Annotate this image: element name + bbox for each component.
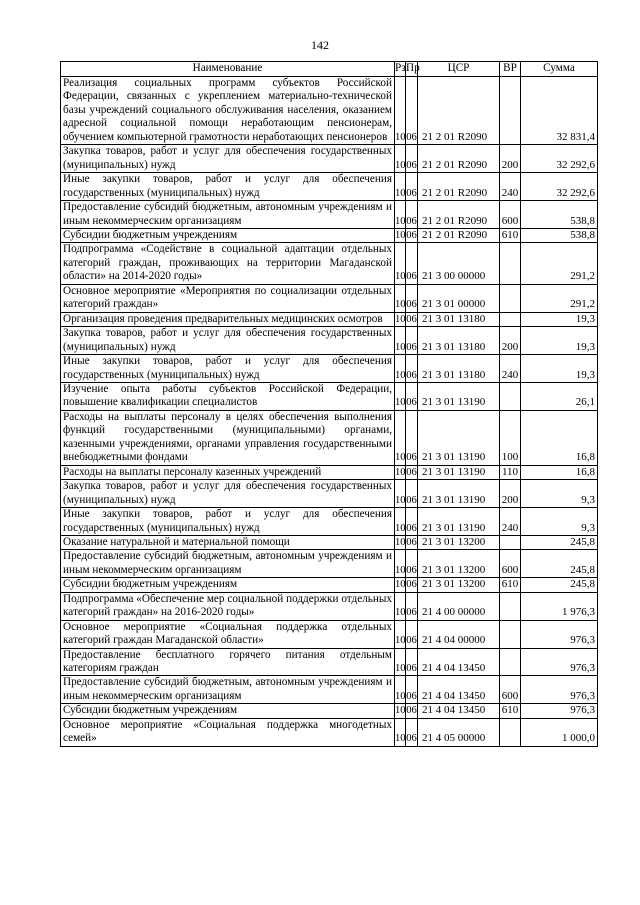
row-vr: 240 [500,355,521,383]
row-name: Расходы на выплаты персоналу в целях обеспечения выполнения функций государственными (муниципальными) органами, казенными учреждениями, органами управления государственными внебюджетными фондами [61,410,395,465]
row-name: Предоставление субсидий бюджетным, автономным учреждениям и иным некоммерческим организациям [61,201,395,229]
row-sum: 538,8 [521,201,598,229]
table-row [61,508,598,536]
row-vr: 610 [500,228,521,242]
row-rz: 10 [395,173,406,201]
row-pr: 06 [406,592,418,620]
table-row [61,620,598,648]
table-row [61,327,598,355]
row-sum: 32 831,4 [521,77,598,145]
table-body [61,77,598,747]
row-vr: 600 [500,676,521,704]
row-name: Иные закупки товаров, работ и услуг для обеспечения государственных (муниципальных) нужд [61,508,395,536]
row-pr: 06 [406,410,418,465]
table-row [61,648,598,676]
row-vr [500,535,521,549]
row-pr: 06 [406,508,418,536]
table-row [61,535,598,549]
row-sum: 19,3 [521,355,598,383]
row-csr: 21 4 04 13450 [418,648,500,676]
row-sum: 16,8 [521,465,598,479]
row-csr: 21 3 01 13180 [418,355,500,383]
table-row [61,676,598,704]
row-pr: 06 [406,229,417,241]
row-pr: 06 [406,466,417,478]
row-rz: 10 [395,550,406,578]
column-header-pr: Пр [406,62,418,77]
row-name: Субсидии бюджетным учреждениям [61,704,395,718]
row-sum: 538,8 [521,228,598,242]
column-header-sum: Сумма [521,62,598,77]
row-csr: 21 4 05 00000 [418,718,500,746]
table-row [61,578,598,592]
column-header-rz: Рз [395,62,406,77]
row-pr: 06 [406,243,418,284]
row-csr: 21 2 01 R2090 [418,77,500,145]
table-row [61,718,598,746]
row-rz: 10 [395,648,406,676]
row-sum: 976,3 [521,704,598,718]
row-vr: 110 [500,465,521,479]
row-sum: 1 000,0 [521,718,598,746]
row-rz: 10 [395,480,406,508]
row-pr: 06 [406,284,418,312]
row-sum: 19,3 [521,312,598,326]
row-rz: 10 [395,536,406,548]
table-row [61,355,598,383]
row-csr: 21 3 01 00000 [418,284,500,312]
table-row [61,704,598,718]
row-name: Расходы на выплаты персоналу казенных учреждений [61,465,395,479]
table-row [61,465,598,479]
row-name: Закупка товаров, работ и услуг для обеспечения государственных (муниципальных) нужд [61,480,395,508]
table-row [61,243,598,284]
row-pr: 06 [406,536,417,548]
row-sum: 245,8 [521,550,598,578]
row-rz: 10 [395,676,406,704]
row-name: Предоставление субсидий бюджетным, автономным учреждениям и иным некоммерческим организациям [61,550,395,578]
row-name: Иные закупки товаров, работ и услуг для обеспечения государственных (муниципальных) нужд [61,173,395,201]
row-name: Изучение опыта работы субъектов Российской Федерации, повышение квалификации специалистов [61,382,395,410]
row-pr: 06 [406,705,417,717]
row-sum: 245,8 [521,578,598,592]
row-sum: 9,3 [521,480,598,508]
row-csr: 21 3 01 13200 [418,535,500,549]
row-pr: 06 [406,480,418,508]
row-pr: 06 [406,550,418,578]
row-sum: 291,2 [521,284,598,312]
row-vr: 100 [500,410,521,465]
row-rz: 10 [395,201,406,229]
row-rz: 10 [395,718,406,746]
row-vr [500,718,521,746]
row-sum: 19,3 [521,327,598,355]
row-vr [500,77,521,145]
row-name: Оказание натуральной и материальной помощи [61,535,395,549]
column-header-name: Наименование [61,62,395,77]
row-sum: 976,3 [521,648,598,676]
page-number: 142 [311,38,329,52]
row-sum: 32 292,6 [521,145,598,173]
column-header-csr: ЦСР [418,62,500,77]
row-sum: 26,1 [521,382,598,410]
row-csr: 21 4 04 13450 [418,676,500,704]
row-vr: 610 [500,578,521,592]
row-vr: 610 [500,704,521,718]
row-name: Предоставление бесплатного горячего питания отдельным категориям граждан [61,648,395,676]
row-vr [500,243,521,284]
row-csr: 21 3 01 13190 [418,480,500,508]
row-name: Закупка товаров, работ и услуг для обеспечения государственных (муниципальных) нужд [61,145,395,173]
row-name: Основное мероприятие «Социальная поддержка отдельных категорий граждан Магаданской области» [61,620,395,648]
row-rz: 10 [395,592,406,620]
row-csr: 21 3 01 13190 [418,465,500,479]
row-pr: 06 [406,145,418,173]
row-name: Подпрограмма «Содействие в социальной адаптации отдельных категорий граждан, проживающих на территории Магаданской области» на 2014-2020 годы» [61,243,395,284]
row-sum: 291,2 [521,243,598,284]
table-row [61,312,598,326]
budget-table [60,61,598,747]
row-vr: 200 [500,480,521,508]
row-vr: 200 [500,327,521,355]
table-row [61,382,598,410]
row-pr: 06 [406,579,417,591]
table-row [61,284,598,312]
row-csr: 21 3 01 13190 [418,382,500,410]
row-rz: 10 [395,327,406,355]
row-vr: 600 [500,201,521,229]
row-pr: 06 [406,313,417,325]
table-row [61,201,598,229]
row-name: Организация проведения предварительных медицинских осмотров [61,312,395,326]
row-vr: 200 [500,145,521,173]
row-rz: 10 [395,705,406,717]
row-csr: 21 4 04 00000 [418,620,500,648]
row-pr: 06 [406,382,418,410]
row-name: Иные закупки товаров, работ и услуг для обеспечения государственных (муниципальных) нужд [61,355,395,383]
row-pr: 06 [406,173,418,201]
row-csr: 21 3 01 13180 [418,312,500,326]
table-row [61,77,598,145]
row-name: Подпрограмма «Обеспечение мер социальной поддержки отдельных категорий граждан» на 2016-2020 годы» [61,592,395,620]
row-vr [500,284,521,312]
row-sum: 976,3 [521,676,598,704]
row-pr: 06 [406,201,418,229]
row-vr [500,592,521,620]
row-sum: 1 976,3 [521,592,598,620]
table-row [61,480,598,508]
row-vr [500,648,521,676]
row-vr: 240 [500,508,521,536]
row-pr: 06 [406,718,418,746]
row-pr: 06 [406,676,418,704]
row-name: Реализация социальных программ субъектов Российской Федерации, связанных с укреплением материально-технической базы учреждений социального обслуживания населения, оказанием адресной социальной помощи неработающим пенсионерам, обучением компьютерной грамотности неработающих пенсионеров [61,77,395,145]
row-rz: 10 [395,508,406,536]
table-row [61,228,598,242]
row-rz: 10 [395,77,406,145]
row-rz: 10 [395,620,406,648]
row-vr [500,382,521,410]
row-vr: 240 [500,173,521,201]
table-row [61,173,598,201]
row-pr: 06 [406,327,418,355]
row-csr: 21 4 00 00000 [418,592,500,620]
row-sum: 245,8 [521,535,598,549]
row-rz: 10 [395,284,406,312]
row-rz: 10 [395,466,406,478]
row-sum: 976,3 [521,620,598,648]
row-sum: 9,3 [521,508,598,536]
row-csr: 21 3 00 00000 [418,243,500,284]
row-csr: 21 3 01 13180 [418,327,500,355]
row-csr: 21 2 01 R2090 [418,145,500,173]
row-csr: 21 2 01 R2090 [418,201,500,229]
table-row [61,410,598,465]
row-rz: 10 [395,145,406,173]
row-pr: 06 [406,355,418,383]
row-vr: 600 [500,550,521,578]
row-name: Закупка товаров, работ и услуг для обеспечения государственных (муниципальных) нужд [61,327,395,355]
row-csr: 21 2 01 R2090 [418,228,500,242]
row-name: Субсидии бюджетным учреждениям [61,578,395,592]
row-rz: 10 [395,382,406,410]
row-sum: 16,8 [521,410,598,465]
row-sum: 32 292,6 [521,173,598,201]
row-rz: 10 [395,355,406,383]
row-rz: 10 [395,313,406,325]
row-name: Основное мероприятие «Мероприятия по социализации отдельных категорий граждан» [61,284,395,312]
row-pr: 06 [406,77,418,145]
row-rz: 10 [395,229,406,241]
table-header-row [61,62,598,77]
row-rz: 10 [395,579,406,591]
row-name: Предоставление субсидий бюджетным, автономным учреждениям и иным некоммерческим организациям [61,676,395,704]
row-vr [500,620,521,648]
row-csr: 21 3 01 13200 [418,550,500,578]
row-csr: 21 4 04 13450 [418,704,500,718]
row-name: Субсидии бюджетным учреждениям [61,228,395,242]
row-rz: 10 [395,243,406,284]
row-csr: 21 2 01 R2090 [418,173,500,201]
row-vr [500,312,521,326]
table-row [61,592,598,620]
row-pr: 06 [406,648,418,676]
row-name: Основное мероприятие «Социальная поддержка многодетных семей» [61,718,395,746]
row-pr: 06 [406,620,418,648]
row-csr: 21 3 01 13190 [418,410,500,465]
table-row [61,550,598,578]
column-header-vr: ВР [500,62,521,77]
row-csr: 21 3 01 13190 [418,508,500,536]
row-csr: 21 3 01 13200 [418,578,500,592]
table-row [61,145,598,173]
row-rz: 10 [395,410,406,465]
